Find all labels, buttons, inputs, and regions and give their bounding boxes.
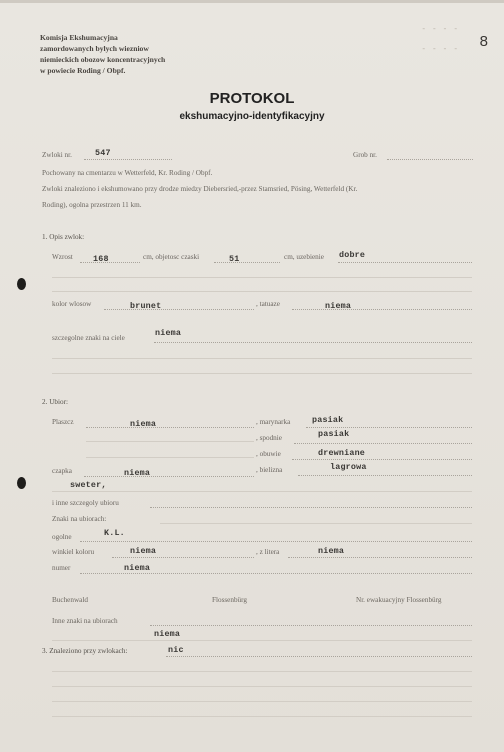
blank-line — [160, 523, 472, 524]
bielizna-label: , bielizna — [256, 466, 283, 474]
winkiel-label: winkiel koloru — [52, 548, 95, 556]
bielizna-line — [298, 475, 472, 476]
plaszcz-label: Plaszcz — [52, 418, 74, 426]
z-litera-label: , z litera — [256, 548, 280, 556]
faint-mark-mid: - - - - — [422, 44, 460, 53]
zwloki-line — [84, 159, 172, 160]
flossenburg-label: Flossenbürg — [212, 596, 248, 604]
czaszka-label: cm, objetosc czaski — [143, 253, 200, 261]
znaki-label: szczegolne znaki na ciele — [52, 334, 125, 342]
tatuaze-line — [292, 309, 472, 310]
uzebienie-label: cm, uzebienie — [284, 253, 324, 261]
blank-line — [86, 441, 254, 442]
ogolne-label: ogolne — [52, 533, 72, 541]
uzebienie-line — [338, 262, 472, 263]
document-title: PROTOKOL — [209, 90, 295, 107]
blank-line — [52, 640, 472, 641]
blank-line — [52, 701, 472, 702]
grob-label: Grob nr. — [353, 151, 377, 159]
obuwie-label: , obuwie — [256, 450, 281, 458]
obuwie-value: drewniane — [318, 448, 366, 458]
znaleziono-value: nic — [168, 645, 184, 655]
punch-hole-lower — [17, 477, 26, 489]
blank-line — [86, 457, 254, 458]
punch-hole-upper — [17, 278, 26, 290]
marynarka-line — [306, 427, 472, 428]
spodnie-label: , spodnie — [256, 434, 282, 442]
bielizna-value: lagrowa — [330, 462, 367, 472]
tatuaze-label: , tatuaze — [256, 300, 280, 308]
ewakuacyjny-label: Nr. ewakuacyjny Flossenbürg — [356, 596, 442, 604]
kolor-line — [104, 309, 254, 310]
numer-label: numer — [52, 564, 71, 572]
page-number: 8 — [479, 33, 488, 50]
tatuaze-value: niema — [325, 301, 352, 311]
blank-line — [52, 491, 472, 492]
plaszcz-line — [86, 427, 254, 428]
inne-szczegoly-label: i inne szczegoly ubioru — [52, 499, 119, 507]
buchenwald-label: Buchenwald — [52, 596, 88, 604]
winkiel-line — [112, 557, 254, 558]
znaki-na-ubiorach-label: Znaki na ubiorach: — [52, 515, 107, 523]
marynarka-value: pasiak — [312, 415, 344, 425]
znaleziono-line-2: Roding), ogolna przestrzen 11 km. — [42, 201, 142, 209]
znaleziono-heading: 3. Znaleziono przy zwlokach: — [42, 647, 128, 655]
kolor-value: brunet — [130, 301, 162, 311]
wzrost-line — [80, 262, 140, 263]
header-line-3: niemieckich obozow koncentracyjnych — [40, 55, 166, 64]
numer-line — [80, 573, 472, 574]
ubior-heading: 2. Ubior: — [42, 398, 68, 406]
blank-line — [52, 671, 472, 672]
inne-znaki-line — [150, 625, 472, 626]
page-top-edge — [0, 0, 504, 3]
blank-line — [52, 686, 472, 687]
czapka-label: czapka — [52, 467, 72, 475]
czaszka-value: 51 — [229, 254, 240, 264]
znaleziono-line — [166, 656, 472, 657]
inne-znaki-value: niema — [154, 629, 181, 639]
czapka-value: niema — [124, 468, 151, 478]
zwloki-value: 547 — [95, 148, 111, 158]
czapka-line — [84, 476, 254, 477]
obuwie-line — [292, 459, 472, 460]
wzrost-value: 168 — [93, 254, 109, 264]
z-litera-line — [288, 557, 472, 558]
header-line-4: w powiecie Roding / Obpf. — [40, 66, 126, 75]
sweter-value: sweter, — [70, 480, 107, 490]
marynarka-label: , marynarka — [256, 418, 291, 426]
faint-mark-top: - - - - — [422, 24, 460, 33]
blank-line — [52, 716, 472, 717]
uzebienie-value: dobre — [339, 250, 366, 260]
spodnie-value: pasiak — [318, 429, 350, 439]
kolor-label: kolor wlosow — [52, 300, 92, 308]
header-line-2: zamordowanych bylych wiezniow — [40, 44, 149, 53]
blank-line — [52, 373, 472, 374]
inne-szczegoly-line — [150, 507, 472, 508]
grob-line — [387, 159, 473, 160]
winkiel-value: niema — [130, 546, 157, 556]
znaki-line — [154, 342, 472, 343]
wzrost-label: Wzrost — [52, 253, 73, 261]
z-litera-value: niema — [318, 546, 345, 556]
plaszcz-value: niema — [130, 419, 157, 429]
ogolne-line — [80, 541, 472, 542]
inne-znaki-label: Inne znaki na ubiorach — [52, 617, 118, 625]
spodnie-line — [294, 443, 472, 444]
czaszka-line — [214, 262, 280, 263]
znaki-value: niema — [155, 328, 182, 338]
pochowany-text: Pochowany na cmentarzu w Wetterfeld, Kr. Roding / Obpf. — [42, 169, 213, 177]
blank-line — [52, 291, 472, 292]
blank-line — [52, 277, 472, 278]
opis-heading: 1. Opis zwlok: — [42, 233, 85, 241]
document-subtitle: ekshumacyjno-identyfikacyjny — [179, 111, 325, 122]
header-line-1: Komisja Ekshumacyjna — [40, 33, 118, 42]
blank-line — [52, 358, 472, 359]
ogolne-value: K.L. — [104, 528, 125, 538]
zwloki-label: Zwloki nr. — [42, 151, 72, 159]
numer-value: niema — [124, 563, 151, 573]
znaleziono-line-1: Zwloki znaleziono i ekshumowano przy drodze miedzy Diebersried,-przez Stamsried, Pösing, Wetterfeld (Kr. — [42, 185, 358, 193]
